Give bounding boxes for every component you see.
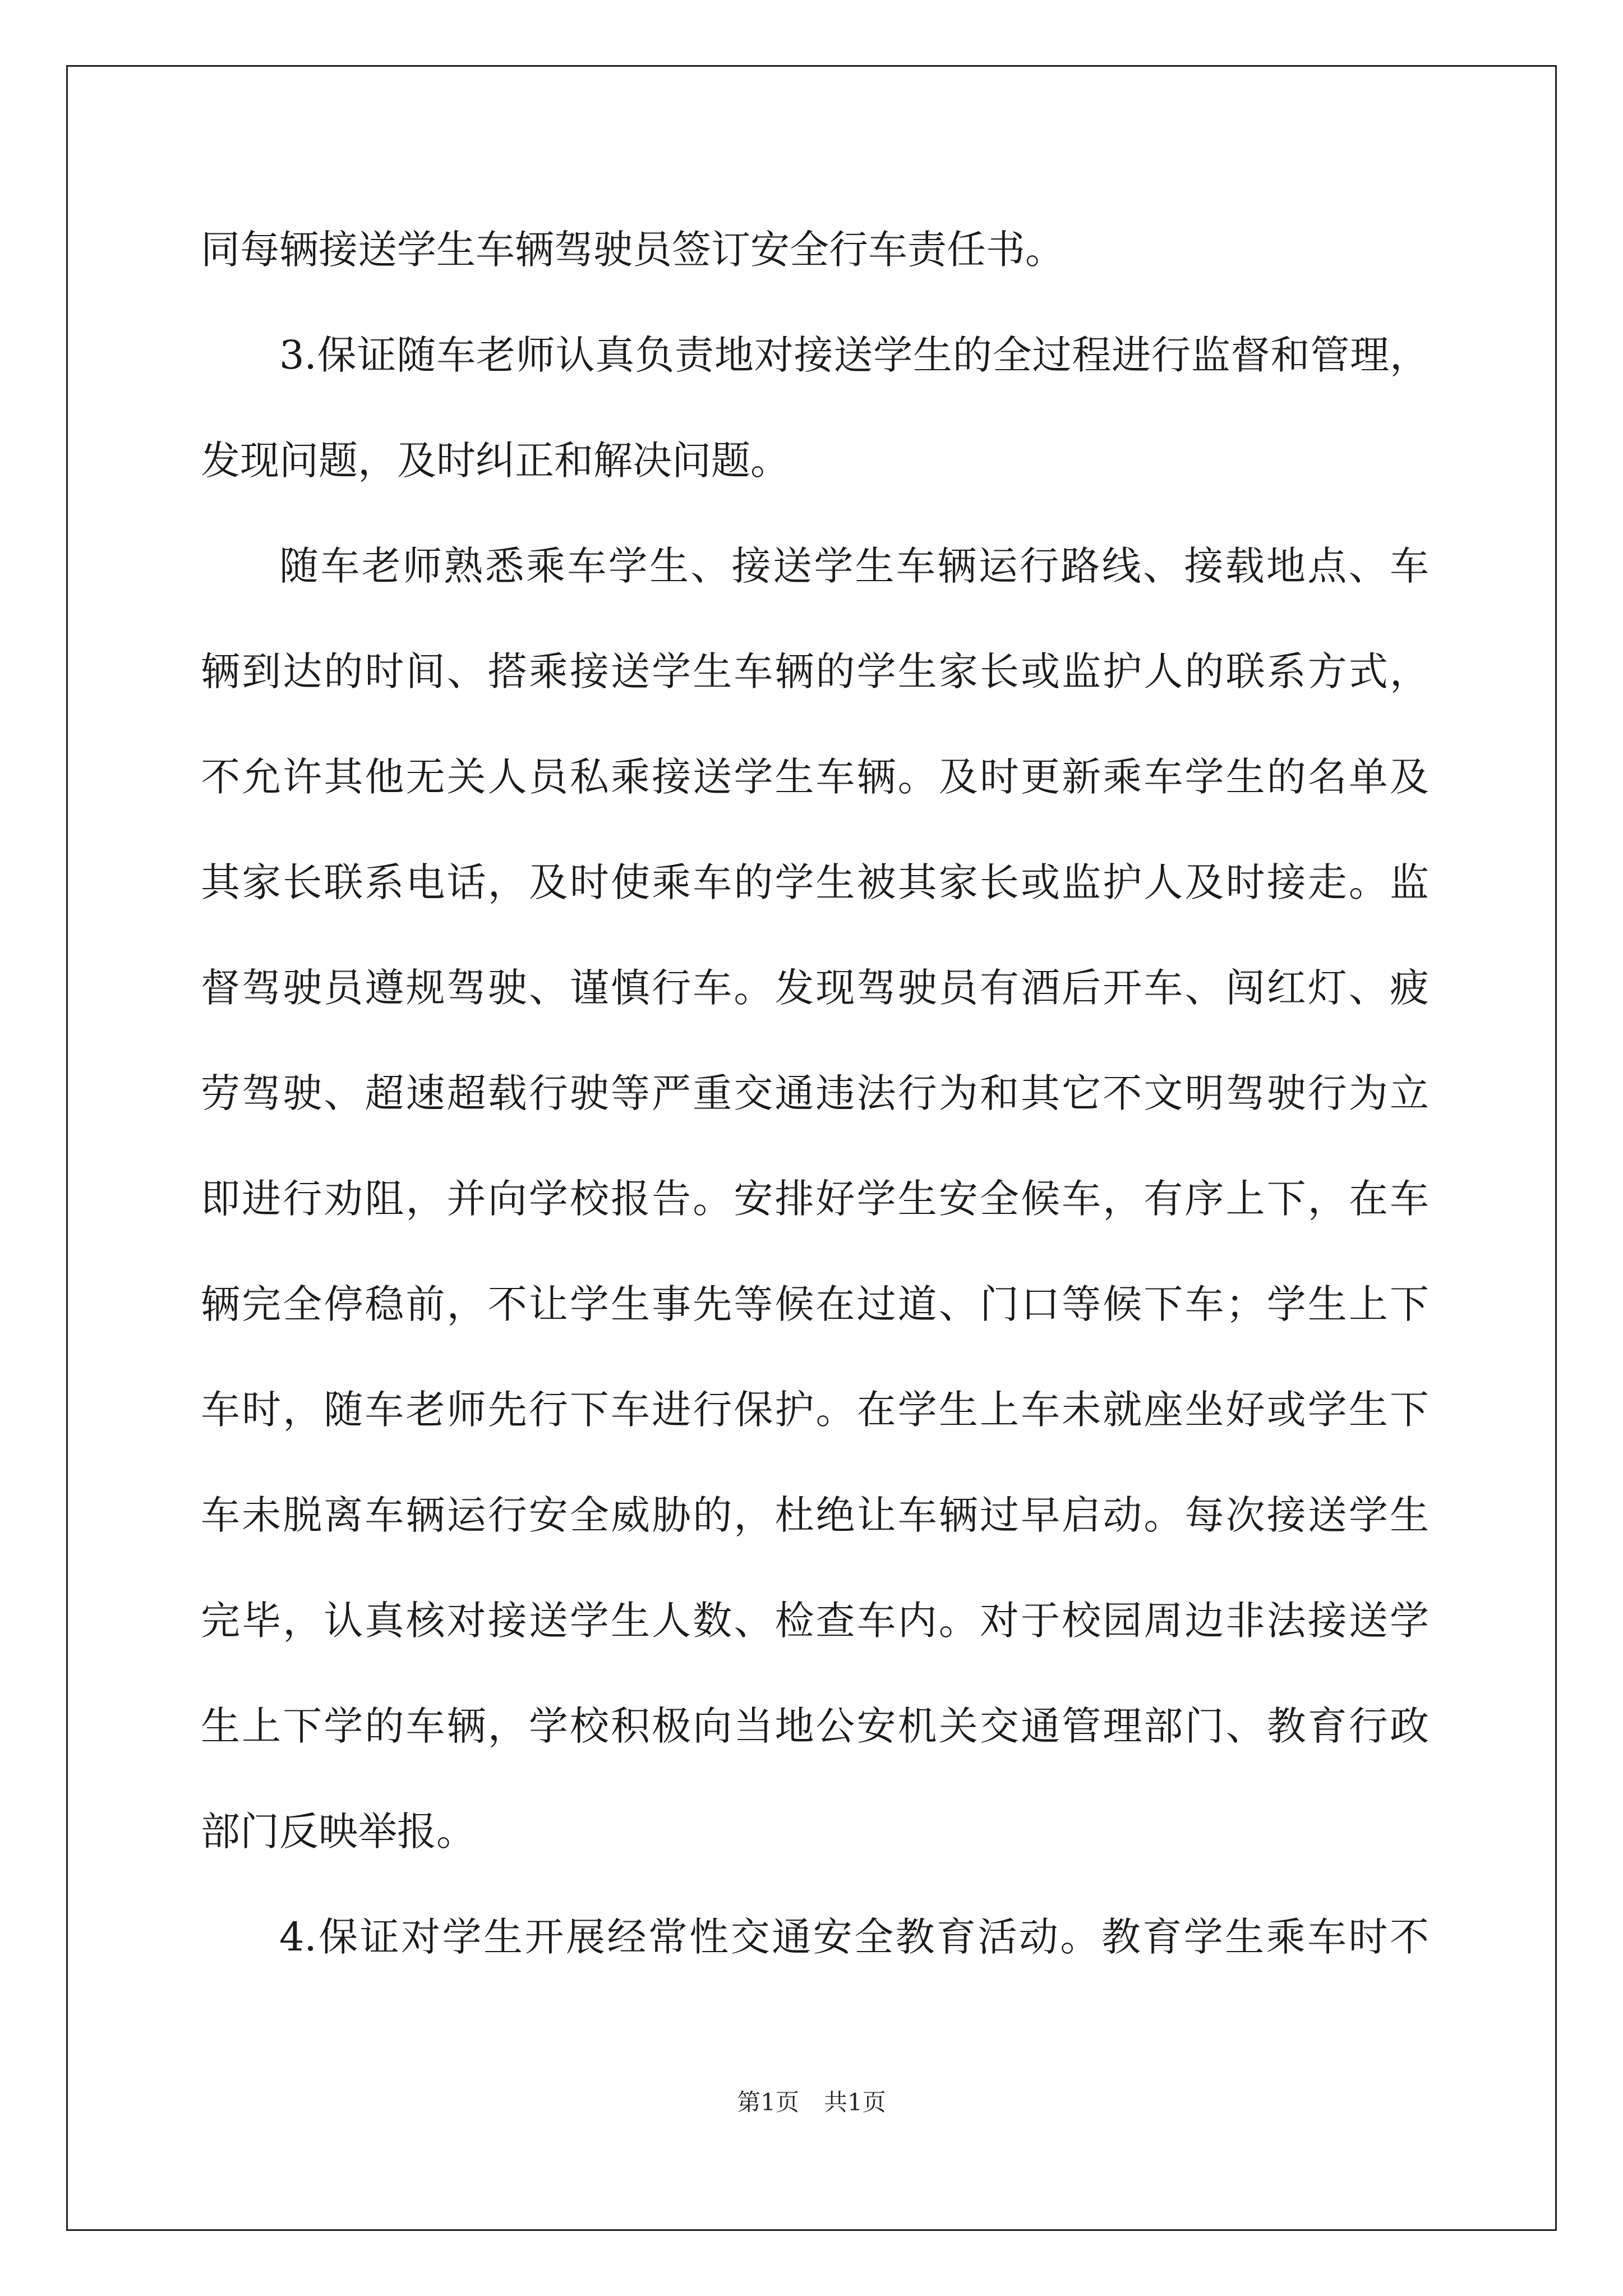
- text-line: 完毕，认真核对接送学生人数、检查车内。对于校园周边非法接送学: [201, 1598, 1429, 1644]
- page-number: 第1页: [737, 2088, 799, 2116]
- text-line: 其家长联系电话，及时使乘车的学生被其家长或监护人及时接走。监: [201, 859, 1429, 905]
- text-line: 劳驾驶、超速超载行驶等严重交通违法行为和其它不文明驾驶行为立: [201, 1070, 1429, 1116]
- page-footer: [0, 2086, 1623, 2119]
- text-line: 辆完全停稳前，不让学生事先等候在过道、门口等候下车；学生上下: [201, 1281, 1429, 1327]
- text-line: 部门反映举报。: [201, 1809, 476, 1855]
- text-line: 4.保证对学生开展经常性交通安全教育活动。教育学生乘车时不: [279, 1914, 1429, 1960]
- text-line: 辆到达的时间、搭乘接送学生车辆的学生家长或监护人的联系方式，: [201, 648, 1429, 694]
- text-line: 发现问题，及时纠正和解决问题。: [201, 438, 790, 484]
- text-line: 3.保证随车老师认真负责地对接送学生的全过程进行监督和管理，: [279, 332, 1429, 378]
- text-line: 不允许其他无关人员私乘接送学生车辆。及时更新乘车学生的名单及: [201, 754, 1429, 800]
- text-line: 同每辆接送学生车辆驾驶员签订安全行车责任书。: [201, 227, 1064, 273]
- text-line: 随车老师熟悉乘车学生、接送学生车辆运行路线、接载地点、车: [279, 543, 1429, 589]
- page-total: 共1页: [824, 2088, 886, 2116]
- text-line: 即进行劝阻，并向学校报告。安排好学生安全候车，有序上下，在车: [201, 1176, 1429, 1222]
- text-line: 车未脱离车辆运行安全威胁的，杜绝让车辆过早启动。每次接送学生: [201, 1492, 1429, 1538]
- text-line: 督驾驶员遵规驾驶、谨慎行车。发现驾驶员有酒后开车、闯红灯、疲: [201, 965, 1429, 1011]
- text-line: 车时，随车老师先行下车进行保护。在学生上车未就座坐好或学生下: [201, 1387, 1429, 1433]
- text-line: 生上下学的车辆，学校积极向当地公安机关交通管理部门、教育行政: [201, 1703, 1429, 1749]
